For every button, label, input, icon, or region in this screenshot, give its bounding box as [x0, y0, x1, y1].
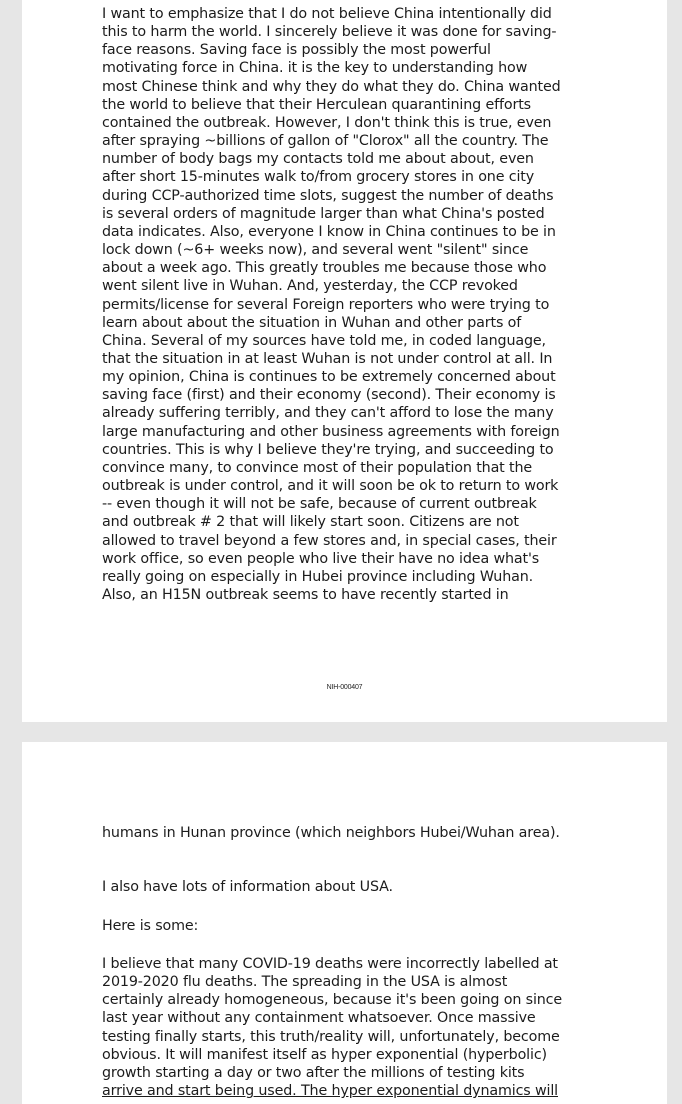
text-line: face reasons. Saving face is possibly the most powerful — [102, 42, 491, 59]
text-line: growth starting a day or two after the millions of testing kits — [102, 1064, 525, 1081]
text-line: and outbreak # 2 that will likely start soon. Citizens are not — [102, 514, 519, 531]
text-line: convince many, to convince most of their population that the — [102, 459, 533, 476]
text-line: is several orders of magnitude larger than what China's posted — [102, 205, 545, 222]
text-line: number of body bags my contacts told me about about, even — [102, 151, 534, 168]
paragraph-usa-intro — [102, 878, 642, 896]
text-line: permits/license for several Foreign reporters who were trying to — [102, 296, 550, 313]
text-line: testing finally starts, this truth/reality will, unfortunately, become — [102, 1028, 560, 1045]
text-line: 2019-2020 flu deaths. The spreading in the USA is almost — [102, 974, 508, 991]
text-line: allowed to travel beyond a few stores and, in special cases, their — [102, 532, 557, 549]
document-page-2 — [22, 742, 667, 1104]
text-line: I also have lots of information about USA. — [102, 879, 393, 895]
text-line: I believe that many COVID-19 deaths were incorrectly labelled at — [102, 956, 558, 972]
text-line: China. Several of my sources have told me, in coded language, — [102, 332, 546, 349]
text-line: humans in Hunan province (which neighbors Hubei/Wuhan area). — [102, 825, 560, 841]
paragraph-usa-deaths — [102, 955, 642, 1100]
text-line: obvious. It will manifest itself as hyper exponential (hyperbolic) — [102, 1046, 547, 1063]
text-line: really going on especially in Hubei province including Wuhan. — [102, 568, 534, 585]
text-line: I want to emphasize that I do not believe China intentionally did — [102, 6, 552, 22]
text-line: saving face (first) and their economy (second). Their economy is — [102, 387, 556, 404]
text-line: outbreak is under control, and it will soon be ok to return to work — [102, 478, 559, 495]
text-line: motivating force in China. it is the key to understanding how — [102, 60, 528, 77]
text-line: during CCP-authorized time slots, suggest the number of deaths — [102, 187, 554, 204]
text-line: Also, an H15N outbreak seems to have recently started in — [102, 587, 509, 603]
text-line: most Chinese think and why they do what they do. China wanted — [102, 78, 561, 95]
text-line: already suffering terribly, and they can't afford to lose the many — [102, 405, 554, 422]
text-line: last year without any containment whatsoever. Once massive — [102, 1010, 536, 1027]
text-line: work office, so even people who live their have no idea what's — [102, 550, 540, 567]
text-line: certainly already homogeneous, because it's been going on since — [102, 992, 563, 1009]
paragraph-hunan — [102, 824, 642, 842]
text-line: after short 15-minutes walk to/from grocery stores in one city — [102, 169, 535, 186]
text-line: large manufacturing and other business agreements with foreign — [102, 423, 560, 440]
text-line: contained the outbreak. However, I don't think this is true, even — [102, 114, 552, 131]
text-line: after spraying ~billions of gallon of "Clorox" all the country. The — [102, 133, 549, 150]
text-line: that the situation in at least Wuhan is not under control at all. In — [102, 350, 553, 367]
paragraph-here-is-some — [102, 917, 642, 935]
document-page-1 — [22, 0, 667, 722]
text-line: went silent live in Wuhan. And, yesterday, the CCP revoked — [102, 278, 518, 295]
text-line: about a week ago. This greatly troubles me because those who — [102, 260, 547, 277]
text-line: my opinion, China is continues to be extremely concerned about — [102, 369, 556, 386]
text-line: data indicates. Also, everyone I know in China continues to be in — [102, 223, 556, 240]
bates-number: NIH-000407 — [326, 684, 363, 691]
text-line: countries. This is why I believe they're trying, and succeeding to — [102, 441, 554, 458]
text-line: arrive and start being used. The hyper exponential dynamics will — [102, 1083, 558, 1100]
text-line: lock down (~6+ weeks now), and several went "silent" since — [102, 242, 529, 259]
text-line: the world to believe that their Herculean quarantining efforts — [102, 96, 531, 113]
page-1-body-text — [102, 5, 642, 604]
text-line: -- even though it will not be safe, because of current outbreak — [102, 496, 537, 513]
text-line: learn about about the situation in Wuhan and other parts of — [102, 314, 522, 331]
text-line: this to harm the world. I sincerely believe it was done for saving- — [102, 24, 557, 41]
text-line: Here is some: — [102, 918, 199, 934]
